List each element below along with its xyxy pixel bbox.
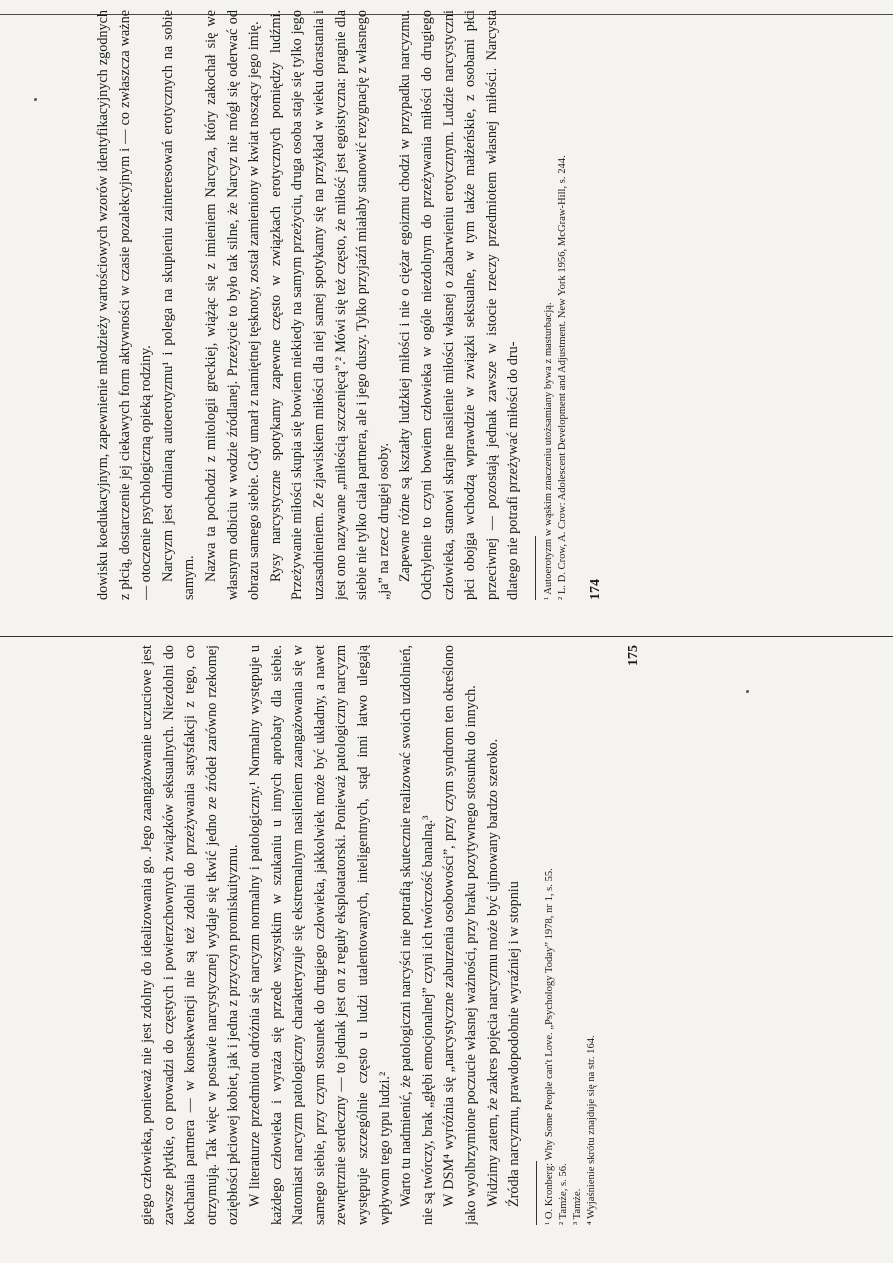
paragraph: Narcyzm jest odmianą autoerotyzmu¹ i polega na skupieniu zainteresowań erotycznych na sobie samym. (159, 10, 198, 600)
paragraph: Nazwa ta pochodzi z mitologii greckiej, wiążąc się z imieniem Narcyza, który zakochał się we własnym odbiciu w wodzie źródlanej. Przeżycie to było tak silne, że Narcyz nie mógł się oderwać od obrazu samego siebie. Gdy umarł z namiętnej tęsknoty, został zamieniony w kwiat noszący jego imię. (202, 10, 263, 600)
paragraph: Warto tu nadmienić, że patologiczni narcyści nie potrafią skutecznie realizować swoich uzdolnień, nie są twórczy, brak „głębi emocjonalnej” czyni ich twórczość banalną.³ (398, 645, 436, 1225)
scan-speck (34, 98, 37, 101)
page-174 (93, 10, 833, 600)
footnote: ¹ Autoerotyzm w wąskim znaczeniu utożsamiany bywa z masturbacją. (542, 302, 554, 600)
paragraph: W literaturze przedmiotu odróżnia się narcyzm normalny i patologiczny.¹ Normalny występuje u każdego człowieka i wyraża się przede wszystkim w szukaniu u innych aprobaty dla siebie. Natomiast narcyzm patologiczny charakteryzuje się ekstremalnym nasileniem zaangażowania się w samego siebie, przy czym stosunek do drugiego człowieka, jakkolwiek może być układny, a nawet zewnętrznie serdeczny — to jednak jest on z reguły eksploatatorski. Ponieważ patologiczny narcyzm występuje szczególnie często u ludzi utalentowanych, inteligentnych, stąd inni łatwo ulegają wpływom tego typu ludzi.² (246, 645, 393, 1225)
page-174-body (93, 10, 525, 600)
page-number: 175 (625, 645, 641, 666)
page-number: 174 (588, 579, 604, 600)
paragraph: Zapewne różne są kształty ludzkiej miłości i nie o ciężar egoizmu chodzi w przypadku narcyzmu. Odchylenie to czyni bowiem człowieka w ogóle niezdolnym do przeżywania miłości do drugiego człowieka, stanowi skrajne nasilenie miłości własnej o zabarwieniu erotycznym. Ludzie narcystyczni płci obojga wchodzą wprawdzie w związki seksualne, w tym także małżeńskie, z osobami płci przeciwnej — pozostają jednak zawsze w istocie rzeczy przedmiotem własnej miłości. Narcysta dlatego nie potrafi przeżywać miłości do dru- (397, 10, 522, 600)
page-175-body (137, 645, 526, 1225)
paragraph: Źródła narcyzmu, prawdopodobnie wyraźniej i w stopniu (506, 881, 523, 1207)
paragraph: Rysy narcystyczne spotykamy zapewne często w związkach erotycznych pomiędzy ludźmi. Przeżywanie miłości skupia się bowiem niekiedy na samym przeżyciu, druga osoba staje się tylko jego uzasadnieniem. Ze zjawiskiem miłości dla niej samej spotykamy się na przykład w wieku dorastania i jest ono nazywane „miłością szczenięcą”.² Mówi się też często, że miłość jest egoistyczna: pragnie dla siebie nie tylko ciała partnera, ale i jego duszy. Tylko przyjaźń miałaby stanowić rezygnację z własnego „ja” na rzecz drugiej osoby. (267, 10, 392, 600)
page-175 (137, 645, 832, 1225)
footnote-separator (536, 1161, 537, 1225)
footnote: ³ Tamże. (572, 1188, 584, 1225)
footnote: ² Tamże, s. 56. (557, 1163, 569, 1225)
paragraph: Widzimy zatem, że zakres pojęcia narcyzmu może być ujmowany bardzo szeroko. (484, 738, 501, 1207)
footnote: ¹ O. Kronberg: Why Some People can't Love. „Psychology Today” 1978, nr 1, s. 55. (543, 868, 555, 1225)
footnote: ² L. D. Crow, A. Crow: Adolescent Development and Adjustment. New York 1956, McGraw-Hill, s. 244. (557, 155, 569, 600)
paragraph: W DSM⁴ wyróżnia się „narcystyczne zaburzenia osobowości”, przy czym syndrom ten określono jako wyolbrzymione poczucie własnej ważności, przy braku pozytywnego stosunku do innych. (441, 645, 479, 1225)
footnote: ⁴ Wyjaśnienie skrótu znajduje się na str. 164. (586, 1035, 598, 1225)
page-175-footnotes (543, 645, 600, 1225)
paragraph: dowisku koedukacyjnym, zapewnienie młodzieży wartościowych wzorów identyfikacyjnych zgodnych z płcią, dostarczenie jej ciekawych form aktywności w czasie pozalekcyjnym i — co zwłaszcza ważne — otoczenie psychologiczną opieką rodziny. (95, 10, 155, 600)
page-174-footnotes (542, 10, 570, 600)
paragraph: giego człowieka, ponieważ nie jest zdolny do idealizowania go. Jego zaangażowanie uczuciowe jest zawsze płytkie, co prowadzi do częstych i powierzchownych związków seksualnych. Niezdolni do kochania partnera — w konsekwencji nie są też zdolni do przeżywania satysfakcji z tego, co otrzymują. Tak więc w postawie narcystycznej wydaje się tkwić jedno ze źródeł zarówno rzekomej oziębłości płciowej kobiet, jak i jedna z przyczyn promiskuityzmu. (139, 645, 242, 1225)
page-divider (0, 636, 893, 637)
footnote-separator (535, 536, 536, 600)
